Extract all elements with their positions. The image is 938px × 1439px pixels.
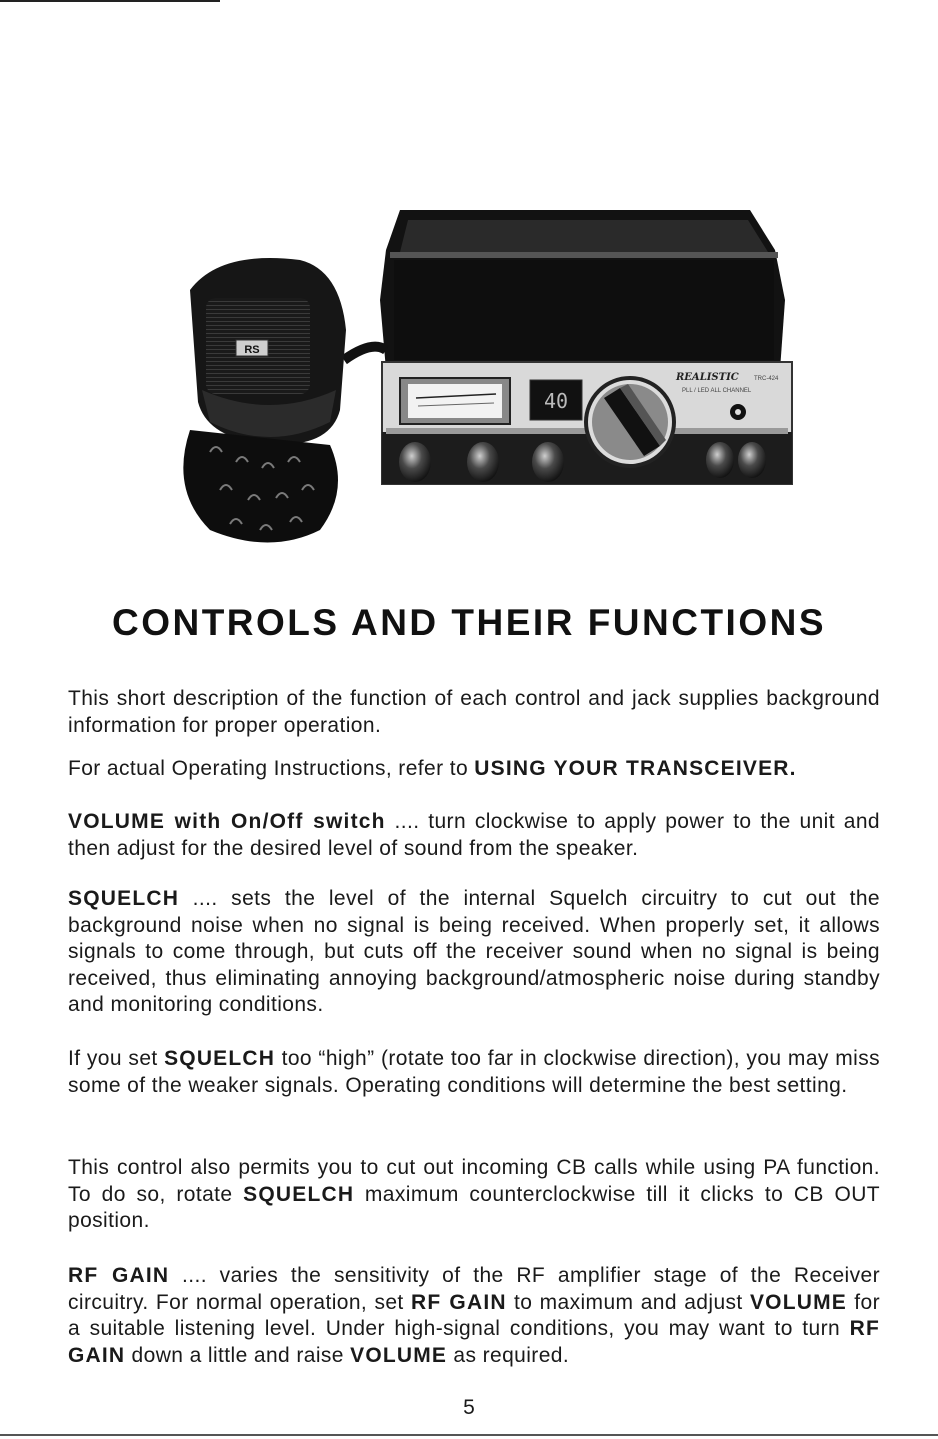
instructions-ref-bold: USING YOUR TRANSCEIVER. xyxy=(474,757,797,780)
channel-display xyxy=(530,380,582,420)
squelch-high-pre: If you set xyxy=(68,1047,165,1070)
rf-gain-text-3: for a suitable listening level. Under high-signal conditions, you may want to turn xyxy=(68,1290,880,1340)
cb-out-text: maximum counterclockwise till it clicks to CB OUT position. xyxy=(68,1182,880,1232)
instructions-reference xyxy=(68,756,880,783)
intro-paragraph xyxy=(68,686,880,739)
squelch-high-text: too “high” (rotate too far in clockwise direction), you may miss some of the weaker signals. Operating conditions will determine the best setting. xyxy=(68,1047,880,1097)
rf-gain-term: RF GAIN xyxy=(68,1264,170,1287)
cb-radio-photo xyxy=(150,190,810,560)
squelch-high-term: SQUELCH xyxy=(164,1047,276,1070)
cb-out-paragraph xyxy=(68,1155,880,1235)
rf-gain-text-4: down a little and raise xyxy=(125,1343,351,1367)
radio-case xyxy=(380,210,785,370)
page-title: CONTROLS AND THEIR FUNCTIONS xyxy=(111,602,827,643)
squelch-term: SQUELCH xyxy=(68,887,180,910)
coiled-cord xyxy=(183,430,338,543)
squelch-text: .... sets the level of the internal Squelch circuitry to cut out the background noise when no signal is being received. When properly set, it allows signals to come through, but cuts off the receiver sound when no signal is being received, thus eliminating annoying background/atmospheric noise during standby and monitoring conditions. xyxy=(68,887,880,1016)
volume-term-3: VOLUME xyxy=(350,1343,448,1367)
intro-text: This short description of the function of each control and jack supplies background information for proper operation. xyxy=(68,687,880,737)
mic-badge: RS xyxy=(244,344,260,356)
volume-term: VOLUME with On/Off switch xyxy=(68,810,386,833)
volume-term-2: VOLUME xyxy=(749,1290,847,1314)
model-text: TRC-424 xyxy=(754,376,779,382)
rf-gain-text-2: to maximum and adjust xyxy=(506,1290,750,1314)
channel-display-text: 40 xyxy=(543,389,569,413)
volume-text: .... turn clockwise to apply power to the unit and then adjust for the desired level of sound from the speaker. xyxy=(68,810,881,860)
squelch-high-paragraph xyxy=(68,1046,880,1099)
signal-meter xyxy=(400,378,510,424)
brand-text: REALISTIC xyxy=(676,372,739,383)
rf-gain-text-5: as required. xyxy=(447,1343,570,1367)
squelch-paragraph xyxy=(68,886,880,1019)
instructions-ref-text: For actual Operating Instructions, refer to xyxy=(68,757,475,780)
top-rule xyxy=(0,0,220,2)
cb-out-pre: This control also permits you to cut out incoming CB calls while using PA function. To do so, rotate xyxy=(68,1156,880,1206)
page-number: 5 xyxy=(463,1396,475,1419)
cb-out-term: SQUELCH xyxy=(243,1182,355,1206)
mic-cable xyxy=(344,347,386,360)
rf-gain-paragraph xyxy=(68,1263,880,1369)
bottom-rule xyxy=(0,1434,938,1436)
rf-gain-term-2: RF GAIN xyxy=(410,1290,507,1314)
channel-selector-knob xyxy=(586,378,674,466)
rf-gain-term-3: RF GAIN xyxy=(68,1317,880,1367)
microphone xyxy=(190,258,346,444)
subtitle-text: PLL / LED ALL CHANNEL xyxy=(682,388,752,394)
volume-paragraph xyxy=(68,809,880,862)
rf-gain-text-1: .... varies the sensitivity of the RF amplifier stage of the Receiver circuitry. For normal operation, set xyxy=(68,1264,880,1314)
